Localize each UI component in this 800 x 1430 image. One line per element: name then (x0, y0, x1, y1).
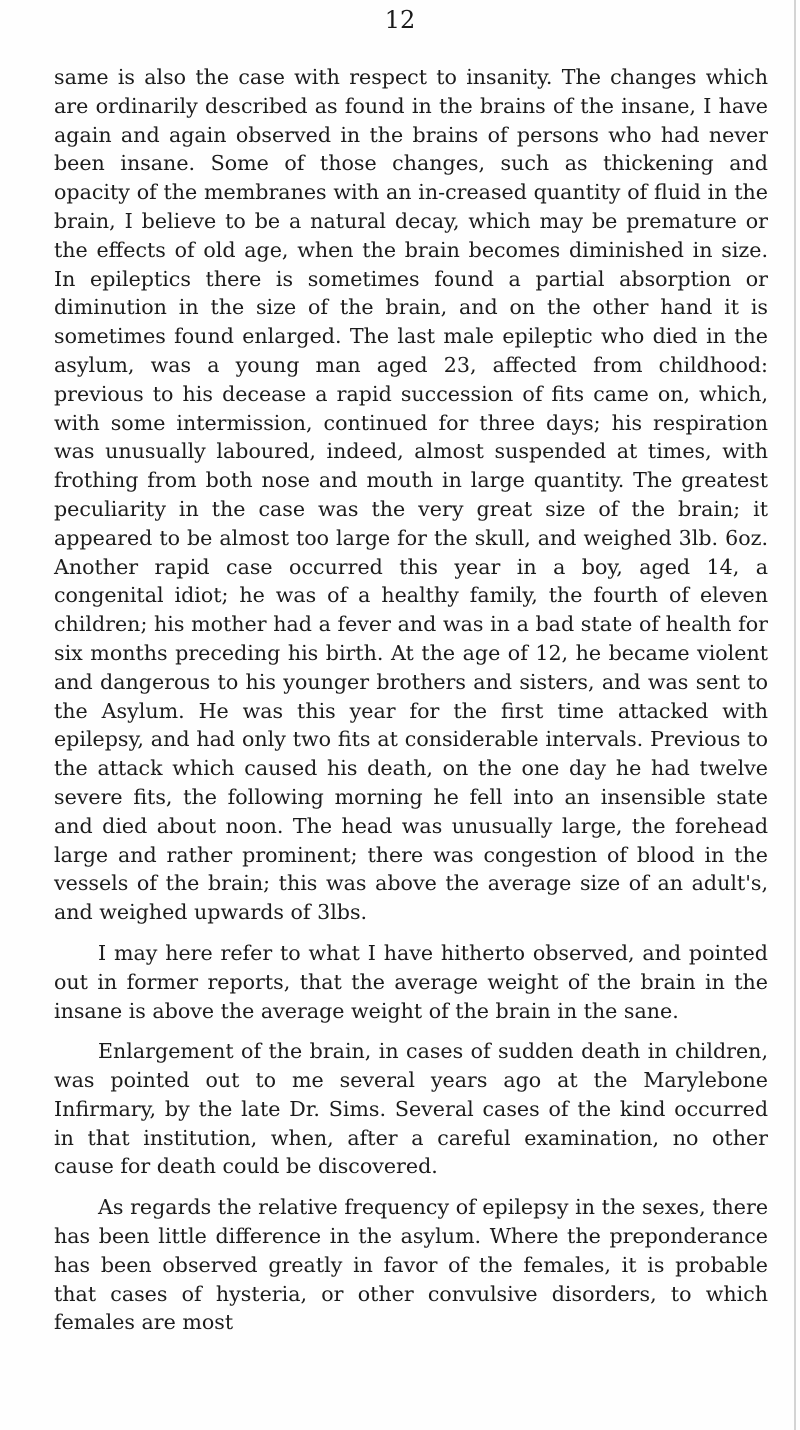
page-number: 12 (384, 6, 416, 34)
body-text (54, 63, 768, 1349)
paragraph-4: As regards the relative frequency of epilepsy in the sexes, there has been little difference in the asylum. Where the preponderance has been observed greatly in favor of the females, it is probable that cases of hysteria, or other convulsive disorders, to which females are most (54, 1195, 768, 1335)
page-edge (794, 0, 796, 1430)
paragraph-2: I may here refer to what I have hitherto observed, and pointed out in former reports, that the average weight of the brain in the insane is above the average weight of the brain in the sane. (54, 940, 768, 1023)
paragraph-3: Enlargement of the brain, in cases of sudden death in children, was pointed out to me several years ago at the Marylebone Infirmary, by the late Dr. Sims. Several cases of the kind occurred in that institution, when, after a careful examination, no other cause for death could be discovered. (54, 1039, 768, 1179)
paragraph-1: same is also the case with respect to insanity. The changes which are ordinarily described as found in the brains of the insane, I have again and again observed in the brains of persons who had never been insane. Some of those changes, such as thickening and opacity of the membranes with an in-creased quantity of fluid in the brain, I believe to be a natural decay, which may be premature or the effects of old age, when the brain becomes diminished in size. In epileptics there is sometimes found a partial absorption or diminution in the size of the brain, and on the other hand it is sometimes found enlarged. The last male epileptic who died in the asylum, was a young man aged 23, affected from childhood: previous to his decease a rapid succession of fits came on, which, with some intermission, continued for three days; his respiration was unusually laboured, indeed, almost suspended at times, with frothing from both nose and mouth in large quantity. The greatest peculiarity in the case was the very great size of the brain; it appeared to be almost too large for the skull, and weighed 3lb. 6oz. Another rapid case occurred this year in a boy, aged 14, a congenital idiot; he was of a healthy family, the fourth of eleven children; his mother had a fever and was in a bad state of health for six months preceding his birth. At the age of 12, he became violent and dangerous to his younger brothers and sisters, and was sent to the Asylum. He was this year for the first time attacked with epilepsy, and had only two fits at considerable intervals. Previous to the attack which caused his death, on the one day he had twelve severe fits, the following morning he fell into an insensible state and died about noon. The head was unusually large, the forehead large and rather prominent; there was congestion of blood in the vessels of the brain; this was above the average size of an adult's, and weighed upwards of 3lbs. (54, 65, 768, 925)
